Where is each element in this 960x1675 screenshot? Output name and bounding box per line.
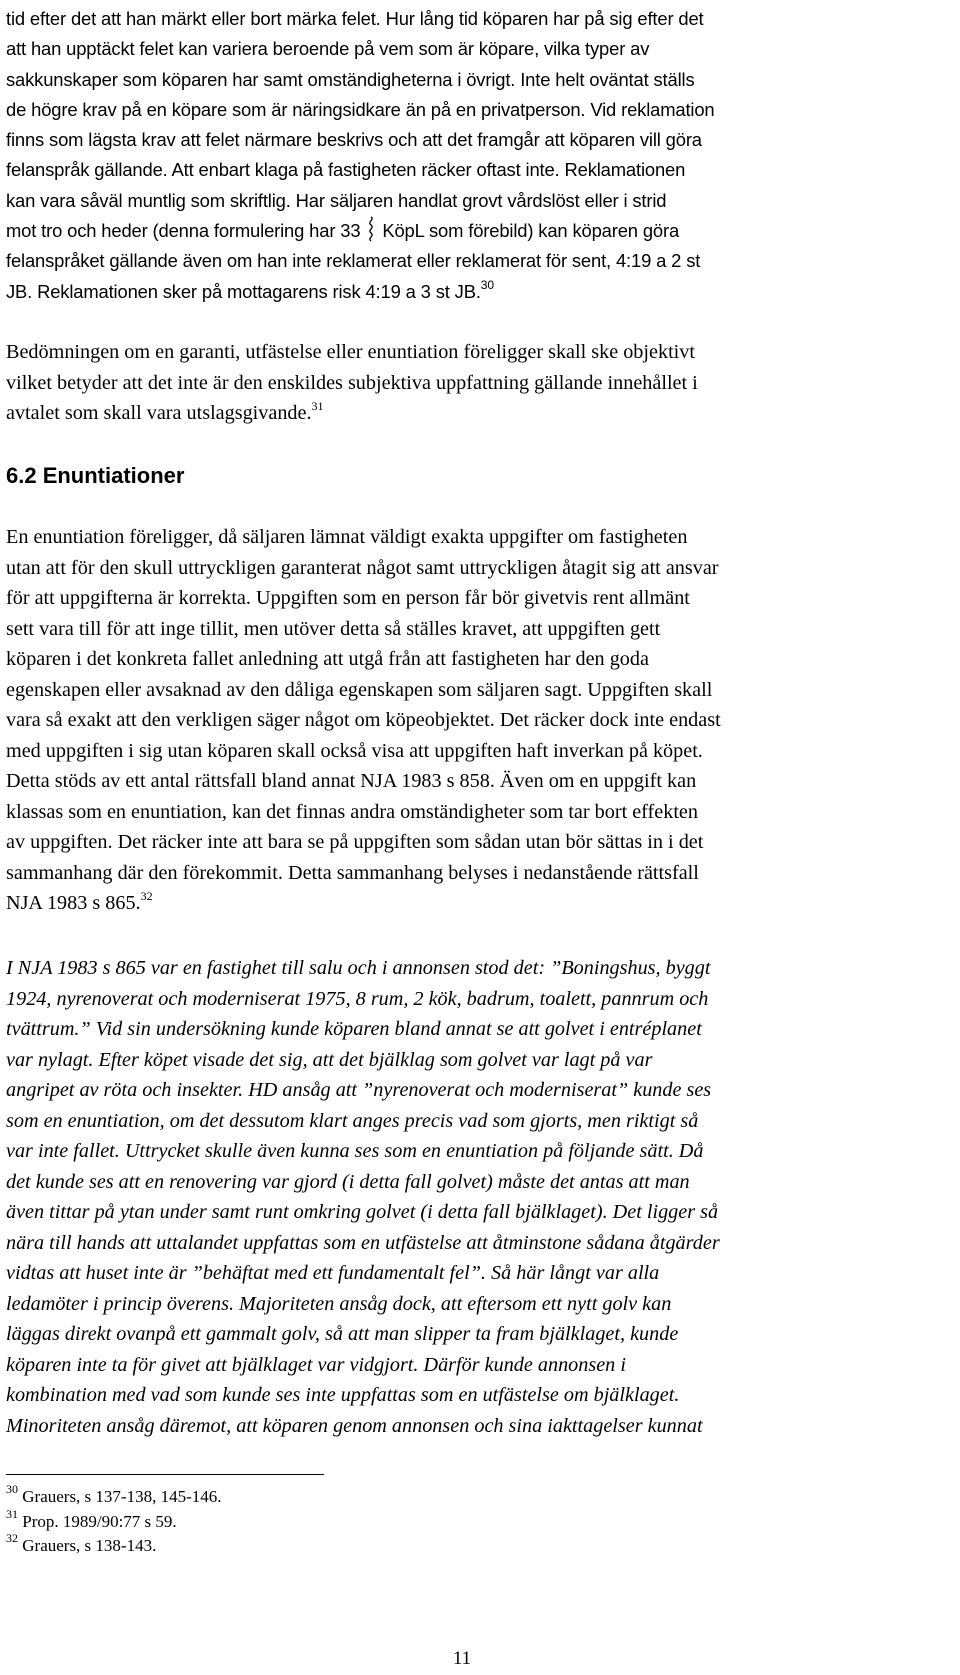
footnote-number: 31 xyxy=(6,1506,18,1521)
text-line: finns som lägsta krav att felet närmare beskrivs och att det framgår att köparen vill göra xyxy=(6,129,702,151)
section-sign-icon xyxy=(365,216,377,242)
text-line: att han upptäckt felet kan variera beroende på vem som är köpare, vilka typer av xyxy=(6,38,650,60)
text-line: med uppgiften i sig utan köparen skall också visa att uppgiften haft inverkan på köpet. xyxy=(6,739,703,762)
text-line: som en enuntiation, om det dessutom klart anges precis vad som gjorts, men riktigt så xyxy=(6,1109,699,1132)
text-line: angripet av röta och insekter. HD ansåg att ”nyrenoverat och moderniserat” kunde ses xyxy=(6,1079,712,1101)
text-fragment: avtalet som skall vara utslagsgivande. xyxy=(6,402,312,424)
footnote-item xyxy=(6,1531,222,1559)
footnote-number: 32 xyxy=(6,1531,18,1545)
text-line: vilket betyder att det inte är den enskildes subjektiva uppfattning gällande innehållet i xyxy=(6,371,698,394)
paragraph-reklamation xyxy=(6,4,715,307)
text-line: tvättrum.” Vid sin undersökning kunde köparen bland annat se att golvet i entréplanet xyxy=(6,1018,702,1040)
text-line xyxy=(6,277,715,307)
text-line: felanspråket gällande även om han inte reklamerat eller reklamerat för sent, 4:19 a 2 st xyxy=(6,250,701,272)
text-line: av uppgiften. Det räcker inte att bara se på uppgiften som sådan utan bör sättas in i det xyxy=(6,831,704,853)
text-line: vara så exakt att den verkligen säger något om köpeobjektet. Det räcker dock inte endast xyxy=(6,709,721,731)
footnote-text: Grauers, s 137-138, 145-146. xyxy=(22,1487,222,1506)
text-fragment: KöpL som förebild) kan köparen göra xyxy=(382,220,680,242)
text-line: var inte fallet. Uttrycket skulle även kunna ses som en enuntiation på följande sätt. Då xyxy=(6,1140,704,1162)
text-line: En enuntiation föreligger, då säljaren lämnat väldigt exakta uppgifter om fastigheten xyxy=(6,526,688,548)
text-fragment: NJA 1983 s 865. xyxy=(6,892,141,914)
text-line xyxy=(6,216,715,246)
text-line: I NJA 1983 s 865 var en fastighet till salu och i annonsen stod det: ”Boningshus, byggt xyxy=(6,957,711,979)
paragraph-enuntiation xyxy=(6,522,721,919)
text-line: Bedömningen om en garanti, utfästelse eller enuntiation föreligger skall ske objektivt xyxy=(6,341,695,363)
text-line: de högre krav på en köpare som är näringsidkare än på en privatperson. Vid reklamation xyxy=(6,98,715,120)
page-number: 11 xyxy=(452,1648,472,1669)
text-line: nära till hands att uttalandet uppfattas som en utfästelse att åtminstone sådana åtgärder xyxy=(6,1231,720,1254)
paragraph-bedomning xyxy=(6,337,698,429)
text-line: kombination med vad som kunde ses inte uppfattas som en utfästelse om bjälklaget. xyxy=(6,1384,680,1406)
text-line: utan att för den skull uttryckligen garanterat något samt uttryckligen åtagit sig att ansvar xyxy=(6,556,719,579)
text-line: felanspråk gällande. Att enbart klaga på fastigheten räcker oftast inte. Reklamationen xyxy=(6,159,686,181)
text-line: Minoriteten ansåg däremot, att köparen genom annonsen och sina iakttagelser kunnat xyxy=(6,1414,703,1437)
text-line: läggas direkt ovanpå ett gammalt golv, så att man slipper ta fram bjälklaget, kunde xyxy=(6,1323,679,1345)
text-line: var nylagt. Efter köpet visade det sig, att det bjälklag som golvet var lagt på var xyxy=(6,1048,653,1071)
text-line: för att uppgifterna är korrekta. Uppgiften som en person får bör givetvis rent allmänt xyxy=(6,587,690,609)
text-line: vidtas att huset inte är ”behäftat med ett fundamentalt fel”. Så här långt var alla xyxy=(6,1262,660,1284)
text-line: Detta stöds av ett antal rättsfall bland annat NJA 1983 s 858. Även om en uppgift kan xyxy=(6,770,697,792)
footnote-text: Prop. 1989/90:77 s 59. xyxy=(22,1511,177,1531)
footnote-separator xyxy=(6,1474,324,1475)
text-line: kan vara såväl muntlig som skriftlig. Har säljaren handlat grovt vårdslöst eller i strid xyxy=(6,189,667,211)
footnotes xyxy=(6,1482,222,1559)
text-line: det kunde ses att en renovering var gjord (i detta fall golvet) måste det antas att man xyxy=(6,1170,690,1193)
footnote-number: 30 xyxy=(6,1482,18,1496)
text-fragment: JB. Reklamationen sker på mottagarens risk 4:19 a 3 st JB. xyxy=(6,280,481,302)
text-line xyxy=(6,888,721,919)
footnote-ref-31[interactable]: 31 xyxy=(311,399,324,413)
text-line: köparen inte ta för givet att bjälklaget var vidgjort. Därför kunde annonsen i xyxy=(6,1353,626,1376)
text-line: sammanhang där den förekommit. Detta sammanhang belyses i nedanstående rättsfall xyxy=(6,861,699,884)
text-line: egenskapen eller avsaknad av den dåliga egenskapen som säljaren sagt. Uppgiften skall xyxy=(6,678,713,701)
footnote-text: Grauers, s 138-143. xyxy=(22,1536,157,1555)
text-fragment: mot tro och heder (denna formulering har 33 xyxy=(6,220,361,242)
text-line: klassas som en enuntiation, kan det finnas andra omständigheter som tar bort effekten xyxy=(6,800,698,823)
text-line: köparen i det konkreta fallet anledning att utgå från att fastigheten har den goda xyxy=(6,648,649,670)
text-line: tid efter det att han märkt eller bort märka felet. Hur lång tid köparen har på sig efter det xyxy=(6,8,704,29)
text-line: sett vara till för att inge tillit, men utöver detta så ställes kravet, att uppgiften gett xyxy=(6,617,661,640)
footnote-ref-30[interactable]: 30 xyxy=(480,277,494,292)
text-line: sakkunskaper som köparen har samt omständigheterna i övrigt. Inte helt oväntat ställs xyxy=(6,68,695,90)
text-line: ledamöter i princip överens. Majoriteten ansåg dock, att eftersom ett nytt golv kan xyxy=(6,1292,672,1315)
text-line xyxy=(6,398,698,429)
footnote-item xyxy=(6,1506,222,1535)
footnote-ref-32[interactable]: 32 xyxy=(140,889,153,903)
footnote-item xyxy=(6,1482,222,1510)
section-heading: 6.2 Enuntiationer xyxy=(6,463,185,488)
text-line: även tittar på ytan under samt runt omkring golvet (i detta fall bjälklaget). Det ligger så xyxy=(6,1201,719,1223)
text-line: 1924, nyrenoverat och moderniserat 1975, 8 rum, 2 kök, badrum, toalett, pannrum och xyxy=(6,987,709,1010)
paragraph-case-nja-1983 xyxy=(6,953,720,1441)
